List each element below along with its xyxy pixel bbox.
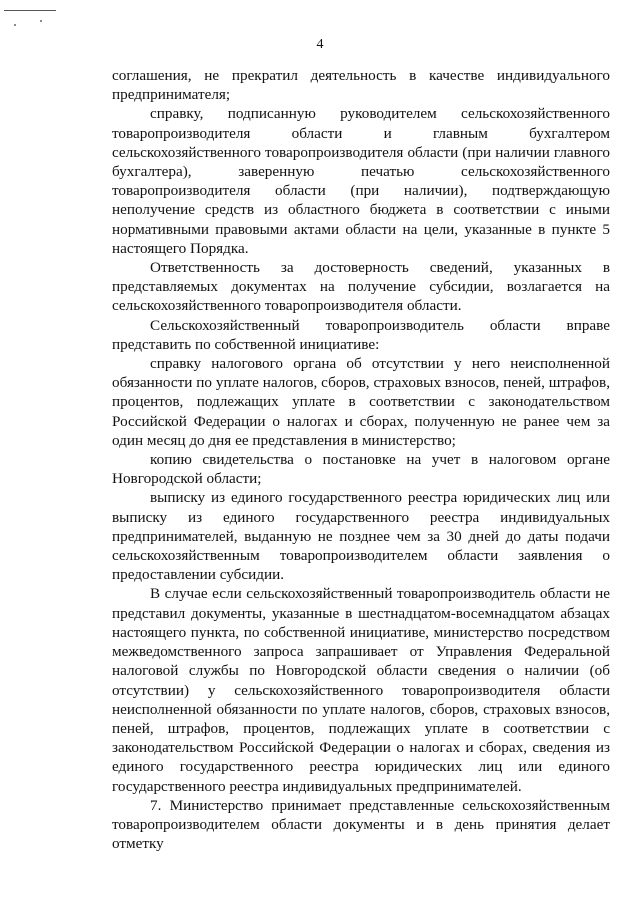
paragraph: 7. Министерство принимает представленные сельскохозяйственным товаропроизводителем области документы и в день принятия делает отметку [112,796,610,853]
scan-corner-line [4,10,56,11]
paragraph: справку, подписанную руководителем сельскохозяйственного товаропроизводителя области и главным бухгалтером сельскохозяйственного товаропроизводителя области (при наличии главного бухгалтера), заверенную печатью сельскохозяйственного товаропроизводителя области (при наличии), подтверждающую неполучение средств из областного бюджета в соответствии с иными нормативными правовыми актами области на цели, указанные в пункте 5 настоящего Порядка. [112,105,610,257]
paragraph: выписку из единого государственного реестра юридических лиц или выписку из единого государственного реестра индивидуальных предпринимателей, выданную не позднее чем за 30 дней до даты подачи сельскохозяйственным товаропроизводителем области заявления о предоставлении субсидии. [112,489,610,584]
page-number: 4 [316,37,324,52]
paragraph: соглашения, не прекратил деятельность в качестве индивидуального предпринимателя; [112,67,610,104]
paragraph: Сельскохозяйственный товаропроизводитель области вправе представить по собственной инициативе: [112,316,610,353]
paragraph: справку налогового органа об отсутствии у него неисполненной обязанности по уплате налогов, сборов, страховых взносов, пеней, штрафов, процентов, подлежащих уплате в соответствии с законодательством Российской Федерации о налогах и сборах, полученную не ранее чем за один месяц до дня ее представления в министерство; [112,355,610,449]
paragraph: В случае если сельскохозяйственный товаропроизводитель области не представил документы, указанные в шестнадцатом-восемнадцатом абзацах настоящего пункта, по собственной инициативе, министерство посредством межведомственного запроса запрашивает от Управления Федеральной налоговой службы по Новгородской области сведения о наличии (об отсутствии) у сельскохозяйственного товаропроизводителя области неисполненной обязанности по уплате налогов, сборов, страховых взносов, пеней, штрафов, процентов, подлежащих уплате в соответствии с законодательством Российской Федерации о налогах и сборах, сведения из единого государственного реестра юридических лиц или единого государственного реестра индивидуальных предпринимателей. [112,585,610,795]
scan-speck [40,20,42,22]
scan-speck [14,24,16,26]
document-body [112,66,610,853]
paragraph: Ответственность за достоверность сведений, указанных в представляемых документах на получение субсидии, возлагается на сельскохозяйственного товаропроизводителя области. [112,259,610,315]
paragraph: копию свидетельства о постановке на учет в налоговом органе Новгородской области; [112,451,610,488]
